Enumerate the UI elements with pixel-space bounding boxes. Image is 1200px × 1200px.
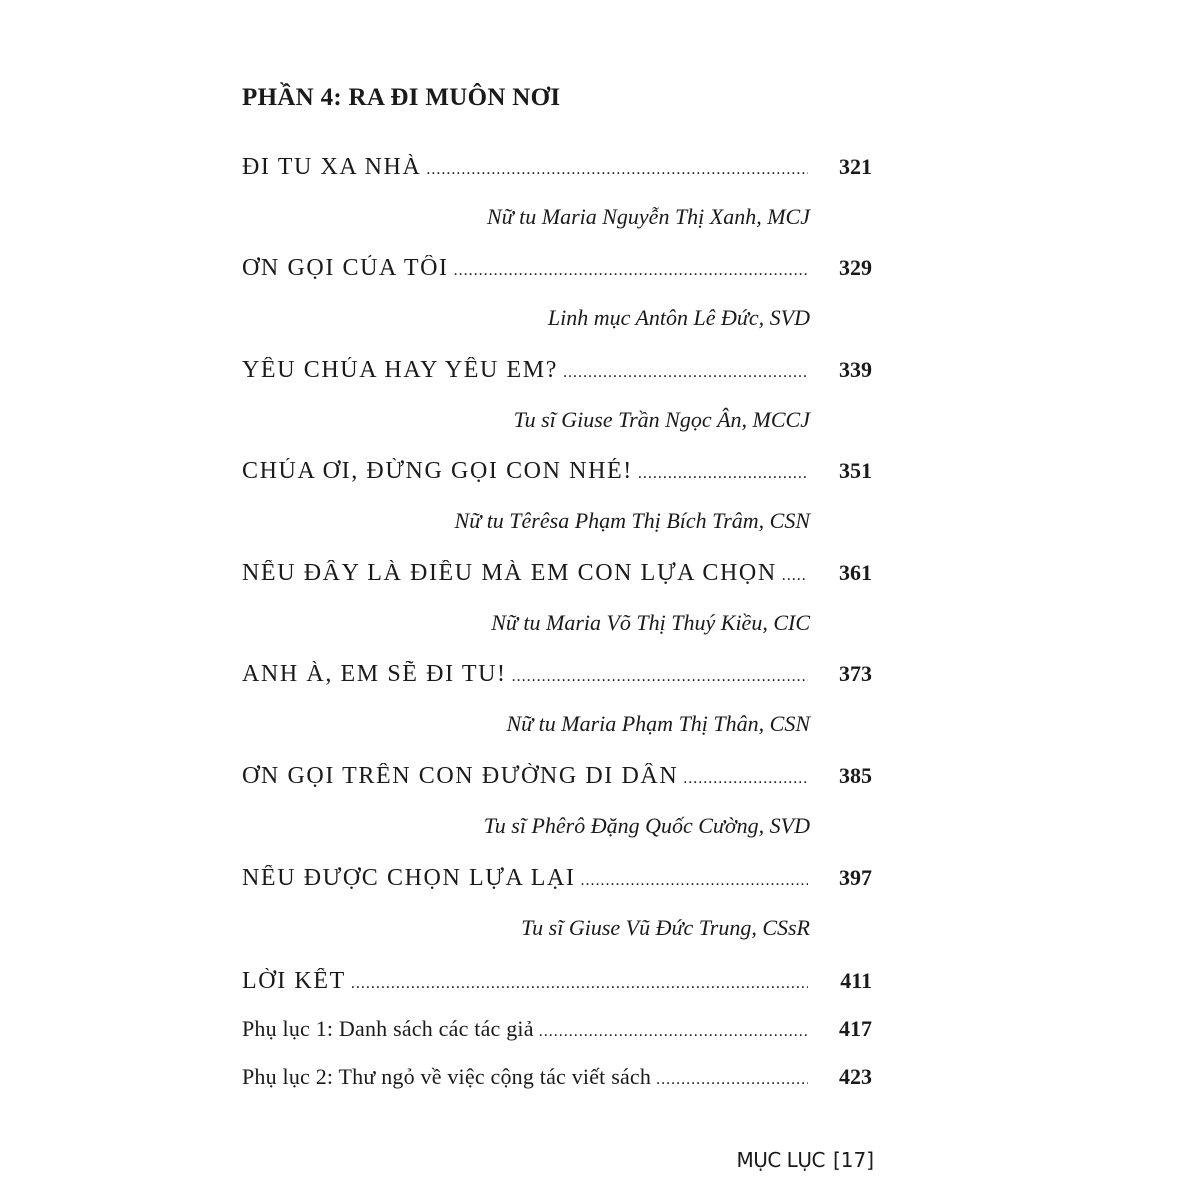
entry-page-number: 397: [839, 865, 872, 890]
entry-author: Nữ tu Maria Võ Thị Thuý Kiều, CIC: [491, 610, 810, 635]
entry-page-number: 417: [839, 1016, 872, 1041]
entry-page-number: 411: [840, 968, 872, 993]
toc-entry: [242, 763, 872, 797]
footer-page-number: [17]: [832, 1148, 874, 1172]
entry-title: YÊU CHÚA HAY YÊU EM? .....: [242, 357, 808, 384]
entry-page-number: 385: [839, 763, 872, 788]
entry-author: Tu sĩ Giuse Vũ Đức Trung, CSsR: [521, 915, 810, 940]
part-title: PHẦN 4: RA ĐI MUÔN NƠI: [242, 84, 561, 111]
toc-entry: [242, 458, 872, 492]
entry-page-number: 423: [839, 1064, 872, 1089]
entry-title: ƠN GỌI TRÊN CON ĐƯỜNG DI DÂN .....: [242, 763, 808, 790]
entry-title: Phụ lục 1: Danh sách các tác giả .....: [242, 1016, 808, 1042]
entry-page-number: 321: [839, 154, 872, 179]
entry-author: Nữ tu Maria Phạm Thị Thân, CSN: [506, 711, 810, 736]
entry-page-number: 361: [839, 560, 872, 585]
entry-title: Phụ lục 2: Thư ngỏ về việc cộng tác viết sách .....: [242, 1064, 808, 1090]
entry-title: ĐI TU XA NHÀ .....: [242, 154, 808, 181]
toc-entry: [242, 968, 872, 1002]
entry-title: NẾU ĐÂY LÀ ĐIỀU MÀ EM CON LỰA CHỌN .....: [242, 560, 808, 587]
entry-title: LỜI KẾT .....: [242, 968, 808, 995]
entry-author: Nữ tu Maria Nguyễn Thị Xanh, MCJ: [486, 204, 810, 229]
entry-title: CHÚA ƠI, ĐỪNG GỌI CON NHÉ! .....: [242, 458, 808, 485]
entry-author: Linh mục Antôn Lê Đức, SVD: [547, 305, 810, 330]
entry-page-number: 339: [839, 357, 872, 382]
entry-author: Tu sĩ Giuse Trần Ngọc Ân, MCCJ: [513, 407, 810, 432]
toc-entry: [242, 1016, 872, 1050]
toc-entry: [242, 560, 872, 594]
toc-entry: [242, 1064, 872, 1098]
entry-title: ƠN GỌI CỦA TÔI .....: [242, 255, 808, 282]
footer-section-label: MỤC LỤC: [736, 1148, 825, 1172]
toc-entry: [242, 154, 872, 188]
entry-title: ANH À, EM SẼ ĐI TU! .....: [242, 661, 808, 688]
entry-title: NẾU ĐƯỢC CHỌN LỰA LẠI .....: [242, 865, 808, 892]
toc-entry: [242, 255, 872, 289]
toc-entry: [242, 865, 872, 899]
toc-entry: [242, 357, 872, 391]
toc-entry: [242, 661, 872, 695]
entry-page-number: 351: [839, 458, 872, 483]
entry-page-number: 373: [839, 661, 872, 686]
entry-page-number: 329: [839, 255, 872, 280]
page-footer: [736, 1148, 874, 1172]
entry-author: Nữ tu Têrêsa Phạm Thị Bích Trâm, CSN: [454, 508, 810, 533]
entry-author: Tu sĩ Phêrô Đặng Quốc Cường, SVD: [483, 813, 810, 838]
